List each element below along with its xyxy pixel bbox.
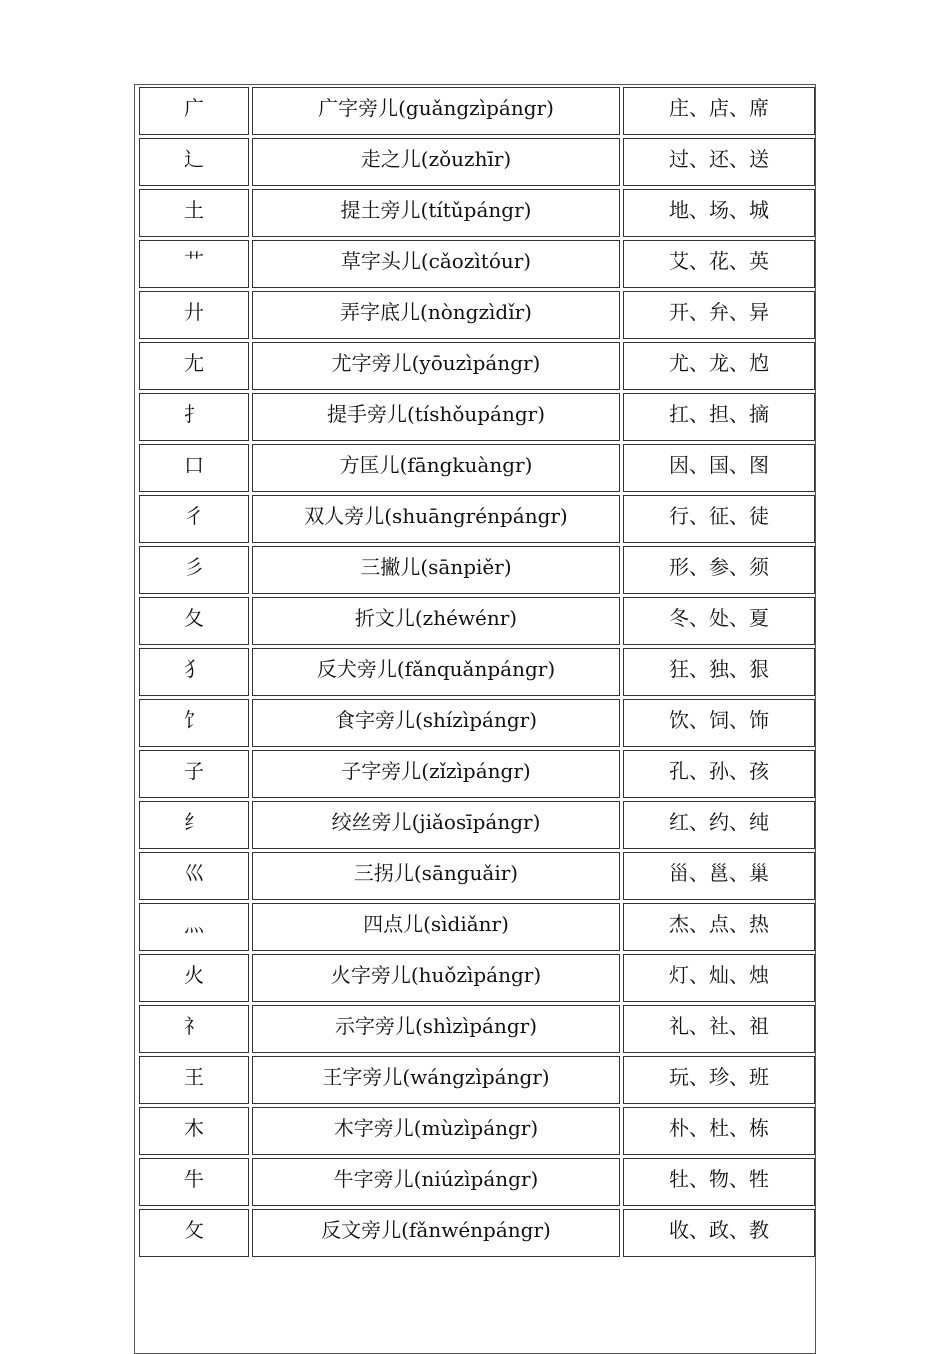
table-row: [139, 240, 815, 288]
example-characters: 扛、担、摘: [669, 402, 769, 426]
example-characters: 收、政、教: [669, 1218, 769, 1242]
table-row: [139, 546, 815, 594]
radical-name: 走之儿(zǒuzhīr): [360, 147, 512, 171]
examples-cell: [623, 1005, 815, 1053]
radical-name-cell: [252, 1056, 620, 1104]
radical-glyph: 艹: [184, 249, 204, 273]
radical-glyph: 灬: [184, 912, 204, 936]
table-row: [139, 495, 815, 543]
table-row: [139, 648, 815, 696]
radical-cell: [139, 852, 249, 900]
examples-cell: [623, 546, 815, 594]
radical-glyph: 纟: [184, 810, 204, 834]
radical-glyph: 广: [184, 96, 204, 120]
radical-glyph: 犭: [184, 657, 204, 681]
example-characters: 过、还、送: [669, 147, 769, 171]
radical-name-cell: [252, 1158, 620, 1206]
table-row: [139, 1209, 815, 1257]
example-characters: 地、场、城: [669, 198, 769, 222]
example-characters: 狂、独、狠: [669, 657, 769, 681]
radical-name-cell: [252, 291, 620, 339]
examples-cell: [623, 597, 815, 645]
radical-glyph: 彳: [184, 504, 204, 528]
example-characters: 杰、点、热: [669, 912, 769, 936]
table-row: [139, 903, 815, 951]
radical-name: 三拐儿(sānguǎir): [353, 861, 519, 885]
radical-cell: [139, 87, 249, 135]
radical-cell: [139, 189, 249, 237]
radical-cell: [139, 648, 249, 696]
radical-cell: [139, 699, 249, 747]
example-characters: 冬、处、夏: [669, 606, 769, 630]
radical-cell: [139, 240, 249, 288]
radical-name-cell: [252, 393, 620, 441]
radical-name: 双人旁儿(shuāngrénpángr): [304, 504, 568, 528]
examples-cell: [623, 903, 815, 951]
table-row: [139, 597, 815, 645]
table-row: [139, 699, 815, 747]
examples-cell: [623, 699, 815, 747]
radical-name-cell: [252, 189, 620, 237]
examples-cell: [623, 1056, 815, 1104]
radical-cell: [139, 597, 249, 645]
radical-glyph: 木: [184, 1116, 204, 1140]
table-row: [139, 87, 815, 135]
table-row: [139, 1107, 815, 1155]
radical-glyph: 火: [184, 963, 204, 987]
radical-cell: [139, 546, 249, 594]
table-row: [139, 1056, 815, 1104]
radical-name: 四点儿(sìdiǎnr): [363, 912, 509, 936]
table-row: [139, 291, 815, 339]
radical-name-cell: [252, 240, 620, 288]
radical-name: 三撇儿(sānpiěr): [360, 555, 512, 579]
example-characters: 灯、灿、烛: [669, 963, 769, 987]
radical-name: 折文儿(zhéwénr): [354, 606, 518, 630]
radical-name: 提土旁儿(títǔpángr): [340, 198, 532, 222]
radical-name-cell: [252, 597, 620, 645]
example-characters: 开、弁、异: [669, 300, 769, 324]
radical-name-cell: [252, 750, 620, 798]
radical-glyph: 土: [184, 198, 204, 222]
radical-name-cell: [252, 546, 620, 594]
radical-name-cell: [252, 342, 620, 390]
radical-name-cell: [252, 1107, 620, 1155]
radical-name: 牛字旁儿(niúzìpángr): [333, 1167, 539, 1191]
radical-name: 木字旁儿(mùzìpángr): [333, 1116, 539, 1140]
radical-name-cell: [252, 1209, 620, 1257]
table-row: [139, 1158, 815, 1206]
radical-name: 弄字底儿(nòngzìdǐr): [340, 300, 532, 324]
example-characters: 礼、社、祖: [669, 1014, 769, 1038]
radical-name: 食字旁儿(shízìpángr): [334, 708, 538, 732]
radical-name-cell: [252, 852, 620, 900]
examples-cell: [623, 240, 815, 288]
example-characters: 牡、物、牲: [669, 1167, 769, 1191]
radical-glyph: 饣: [184, 708, 204, 732]
radical-name-cell: [252, 648, 620, 696]
examples-cell: [623, 750, 815, 798]
radical-glyph: 王: [184, 1065, 204, 1089]
table-row: [139, 393, 815, 441]
radical-glyph: 辶: [184, 147, 204, 171]
table-row: [139, 954, 815, 1002]
table-row: [139, 852, 815, 900]
radical-name: 火字旁儿(huǒzìpángr): [330, 963, 542, 987]
table-row: [139, 444, 815, 492]
table-row: [139, 342, 815, 390]
radical-cell: [139, 495, 249, 543]
examples-cell: [623, 1158, 815, 1206]
radical-glyph: 攵: [184, 1218, 204, 1242]
example-characters: 朴、杜、栋: [669, 1116, 769, 1140]
examples-cell: [623, 189, 815, 237]
radical-cell: [139, 750, 249, 798]
radical-name: 绞丝旁儿(jiǎosīpángr): [331, 810, 541, 834]
radical-name-cell: [252, 138, 620, 186]
example-characters: 行、征、徒: [669, 504, 769, 528]
examples-cell: [623, 87, 815, 135]
radical-glyph: 廾: [184, 300, 204, 324]
radicals-table-frame: [134, 84, 816, 1354]
examples-cell: [623, 954, 815, 1002]
radical-cell: [139, 291, 249, 339]
radical-name-cell: [252, 495, 620, 543]
radical-name: 反文旁儿(fǎnwénpángr): [321, 1218, 551, 1242]
examples-cell: [623, 801, 815, 849]
radical-name-cell: [252, 444, 620, 492]
radical-glyph: 彡: [184, 555, 204, 579]
example-characters: 甾、邕、巢: [669, 861, 769, 885]
example-characters: 庄、店、席: [669, 96, 769, 120]
example-characters: 饮、饲、饰: [669, 708, 769, 732]
radical-cell: [139, 444, 249, 492]
radical-name: 尤字旁儿(yōuzìpángr): [331, 351, 541, 375]
examples-cell: [623, 1107, 815, 1155]
radical-name: 示字旁儿(shìzìpángr): [334, 1014, 538, 1038]
radical-glyph: 口: [184, 453, 204, 477]
radical-cell: [139, 1107, 249, 1155]
table-row: [139, 750, 815, 798]
table-row: [139, 138, 815, 186]
radical-cell: [139, 1158, 249, 1206]
radical-name: 提手旁儿(tíshǒupángr): [326, 402, 546, 426]
radical-name-cell: [252, 954, 620, 1002]
radical-glyph: 巛: [184, 861, 204, 885]
radical-cell: [139, 903, 249, 951]
examples-cell: [623, 852, 815, 900]
radical-cell: [139, 1005, 249, 1053]
radical-glyph: 扌: [184, 402, 204, 426]
example-characters: 艾、花、英: [669, 249, 769, 273]
example-characters: 因、国、图: [669, 453, 769, 477]
radical-cell: [139, 342, 249, 390]
examples-cell: [623, 393, 815, 441]
radical-glyph: 子: [184, 759, 204, 783]
radical-cell: [139, 954, 249, 1002]
table-row: [139, 189, 815, 237]
radical-name-cell: [252, 1005, 620, 1053]
radical-name: 广字旁儿(guǎngzìpángr): [318, 96, 554, 120]
radical-name-cell: [252, 87, 620, 135]
radical-cell: [139, 1056, 249, 1104]
radical-name: 草字头儿(cǎozìtóur): [340, 249, 532, 273]
examples-cell: [623, 495, 815, 543]
radical-glyph: 牛: [184, 1167, 204, 1191]
radical-name-cell: [252, 699, 620, 747]
radicals-table: [136, 84, 818, 1260]
radical-cell: [139, 801, 249, 849]
radical-glyph: 礻: [184, 1014, 204, 1038]
examples-cell: [623, 342, 815, 390]
example-characters: 玩、珍、班: [669, 1065, 769, 1089]
radical-name: 王字旁儿(wángzìpángr): [322, 1065, 550, 1089]
radical-name: 子字旁儿(zǐzìpángr): [341, 759, 531, 783]
example-characters: 孔、孙、孩: [669, 759, 769, 783]
example-characters: 尤、龙、尥: [669, 351, 769, 375]
radical-cell: [139, 138, 249, 186]
radical-name: 反犬旁儿(fǎnquǎnpángr): [316, 657, 556, 681]
examples-cell: [623, 291, 815, 339]
table-row: [139, 1005, 815, 1053]
radical-glyph: 尢: [184, 351, 204, 375]
radical-cell: [139, 1209, 249, 1257]
radical-name-cell: [252, 801, 620, 849]
examples-cell: [623, 648, 815, 696]
radical-glyph: 夂: [184, 606, 204, 630]
radical-name-cell: [252, 903, 620, 951]
example-characters: 红、约、纯: [669, 810, 769, 834]
examples-cell: [623, 1209, 815, 1257]
examples-cell: [623, 138, 815, 186]
radical-cell: [139, 393, 249, 441]
radical-name: 方匡儿(fāngkuàngr): [339, 453, 533, 477]
example-characters: 形、参、须: [669, 555, 769, 579]
examples-cell: [623, 444, 815, 492]
table-row: [139, 801, 815, 849]
